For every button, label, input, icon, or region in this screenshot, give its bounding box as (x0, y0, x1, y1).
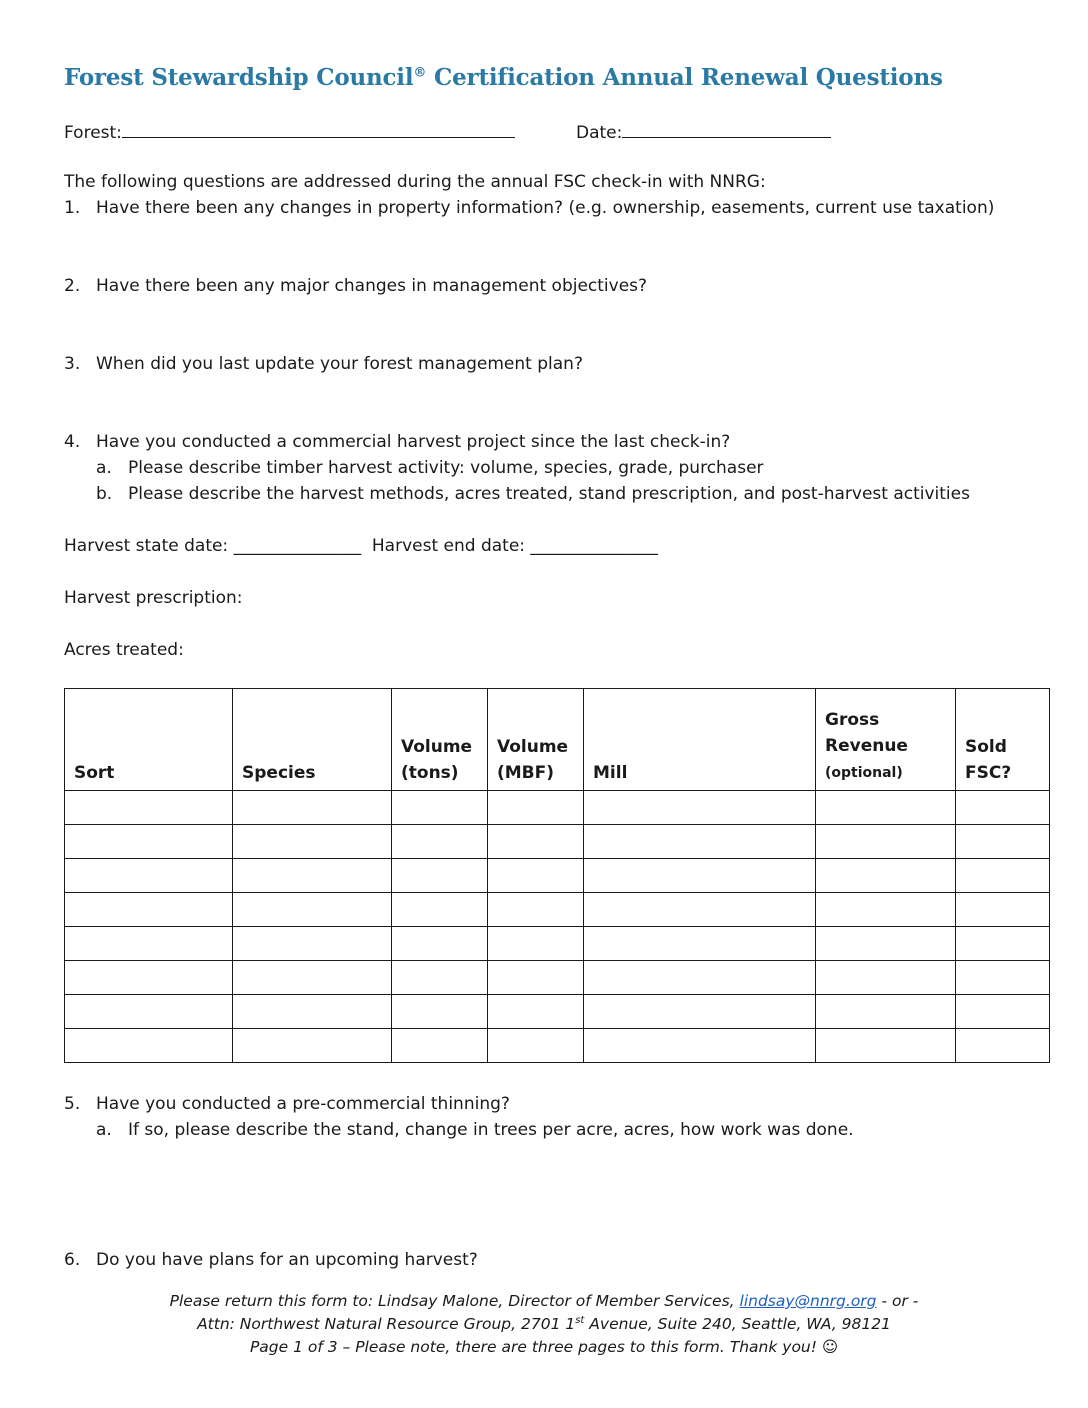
forest-field (64, 120, 515, 143)
forest-label: Forest: (64, 123, 122, 143)
table-cell[interactable] (392, 893, 488, 927)
harvest-prescription-label: Harvest prescription: (64, 588, 243, 608)
header-volume-mbf: Volume (MBF) (488, 689, 584, 791)
harvest-table-body (65, 791, 1050, 1063)
table-header-row (65, 689, 1050, 791)
subquestion-text: Please describe the harvest methods, acres treated, stand prescription, and post-harvest activities (128, 484, 970, 504)
question-number: 6. (64, 1250, 81, 1270)
title-text: Forest Stewardship Council (64, 64, 414, 91)
question-number: 3. (64, 354, 81, 374)
question-text: Have you conducted a commercial harvest project since the last check-in? (96, 432, 731, 452)
header-sort: Sort (65, 689, 233, 791)
harvest-end-label: Harvest end date: (371, 536, 531, 556)
table-cell[interactable] (488, 859, 584, 893)
question-text: Have there been any major changes in management objectives? (96, 276, 648, 296)
table-cell[interactable] (488, 961, 584, 995)
question-text: Have there been any changes in property information? (e.g. ownership, easements, current use taxation) (96, 198, 995, 218)
table-cell[interactable] (488, 995, 584, 1029)
question-number: 4. (64, 432, 81, 452)
table-cell[interactable] (488, 893, 584, 927)
table-cell[interactable] (584, 927, 816, 961)
table-cell[interactable] (392, 995, 488, 1029)
table-cell[interactable] (816, 1029, 956, 1063)
table-cell[interactable] (65, 825, 233, 859)
question-number: 2. (64, 276, 81, 296)
header-species: Species (233, 689, 392, 791)
table-row (65, 825, 1050, 859)
table-cell[interactable] (584, 893, 816, 927)
subquestion-letter: b. (96, 484, 113, 504)
table-cell[interactable] (233, 893, 392, 927)
table-cell[interactable] (65, 791, 233, 825)
table-cell[interactable] (816, 859, 956, 893)
email-link[interactable]: lindsay@nnrg.org (739, 1292, 877, 1310)
table-cell[interactable] (584, 791, 816, 825)
table-cell[interactable] (956, 995, 1050, 1029)
header-volume-tons: Volume (tons) (392, 689, 488, 791)
header-fields (64, 120, 1064, 146)
table-row (65, 859, 1050, 893)
table-row (65, 1029, 1050, 1063)
table-cell[interactable] (65, 961, 233, 995)
harvest-start-line[interactable]: _______________ (233, 536, 362, 556)
table-cell[interactable] (584, 859, 816, 893)
table-cell[interactable] (65, 859, 233, 893)
question-text: Do you have plans for an upcoming harvest? (96, 1250, 478, 1270)
table-cell[interactable] (488, 825, 584, 859)
table-cell[interactable] (392, 791, 488, 825)
question-text: Have you conducted a pre-commercial thinning? (96, 1094, 510, 1114)
table-cell[interactable] (233, 995, 392, 1029)
title-rest: Certification Annual Renewal Questions (426, 64, 943, 91)
table-cell[interactable] (392, 1029, 488, 1063)
header-mill: Mill (584, 689, 816, 791)
table-row (65, 961, 1050, 995)
acres-treated-label: Acres treated: (64, 640, 184, 660)
table-row (65, 995, 1050, 1029)
table-cell[interactable] (816, 995, 956, 1029)
table-cell[interactable] (392, 961, 488, 995)
table-cell[interactable] (65, 927, 233, 961)
footer-line-2: Attn: Northwest Natural Resource Group, 2701 1st Avenue, Suite 240, Seattle, WA, 98121 (197, 1314, 891, 1333)
subquestion-letter: a. (96, 458, 112, 478)
table-cell[interactable] (584, 961, 816, 995)
table-cell[interactable] (956, 825, 1050, 859)
table-cell[interactable] (233, 1029, 392, 1063)
table-cell[interactable] (233, 961, 392, 995)
harvest-table (64, 688, 1050, 1063)
table-cell[interactable] (233, 791, 392, 825)
table-cell[interactable] (488, 1029, 584, 1063)
forest-input-line[interactable] (122, 120, 515, 138)
table-cell[interactable] (392, 859, 488, 893)
date-field (576, 120, 831, 143)
header-gross-revenue: Gross Revenue (optional) (816, 689, 956, 791)
footer-line-1: Please return this form to: Lindsay Malone, Director of Member Services, lindsay@nnrg.org - or - (169, 1292, 919, 1310)
registered-mark: ® (413, 65, 427, 81)
table-cell[interactable] (956, 1029, 1050, 1063)
table-cell[interactable] (584, 825, 816, 859)
table-cell[interactable] (65, 1029, 233, 1063)
table-cell[interactable] (392, 825, 488, 859)
page-title (64, 64, 943, 91)
table-cell[interactable] (233, 927, 392, 961)
date-input-line[interactable] (622, 120, 831, 138)
table-cell[interactable] (392, 927, 488, 961)
table-cell[interactable] (816, 927, 956, 961)
intro-text: The following questions are addressed during the annual FSC check-in with NNRG: (64, 172, 766, 192)
table-cell[interactable] (488, 791, 584, 825)
table-row (65, 893, 1050, 927)
harvest-end-line[interactable]: _______________ (530, 536, 658, 556)
table-cell[interactable] (233, 825, 392, 859)
table-row (65, 791, 1050, 825)
table-cell[interactable] (584, 1029, 816, 1063)
table-cell[interactable] (816, 791, 956, 825)
table-cell[interactable] (816, 893, 956, 927)
question-number: 1. (64, 198, 81, 218)
table-cell[interactable] (816, 961, 956, 995)
table-cell[interactable] (956, 791, 1050, 825)
table-row (65, 927, 1050, 961)
table-cell[interactable] (956, 859, 1050, 893)
table-cell[interactable] (956, 893, 1050, 927)
harvest-dates (64, 533, 658, 559)
table-cell[interactable] (584, 995, 816, 1029)
date-label: Date: (576, 123, 623, 143)
subquestion-text: Please describe timber harvest activity: volume, species, grade, purchaser (128, 458, 764, 478)
header-sold-fsc: Sold FSC? (956, 689, 1050, 791)
subquestion-letter: a. (96, 1120, 112, 1140)
table-cell[interactable] (956, 927, 1050, 961)
harvest-start-label: Harvest state date: (64, 536, 234, 556)
footer-line-3: Page 1 of 3 – Please note, there are three pages to this form. Thank you! ☺ (249, 1338, 839, 1356)
question-text: When did you last update your forest management plan? (96, 354, 583, 374)
table-cell[interactable] (956, 961, 1050, 995)
table-cell[interactable] (65, 995, 233, 1029)
table-cell[interactable] (65, 893, 233, 927)
table-cell[interactable] (488, 927, 584, 961)
table-cell[interactable] (233, 859, 392, 893)
table-cell[interactable] (816, 825, 956, 859)
question-number: 5. (64, 1094, 81, 1114)
subquestion-text: If so, please describe the stand, change in trees per acre, acres, how work was done. (128, 1120, 854, 1140)
